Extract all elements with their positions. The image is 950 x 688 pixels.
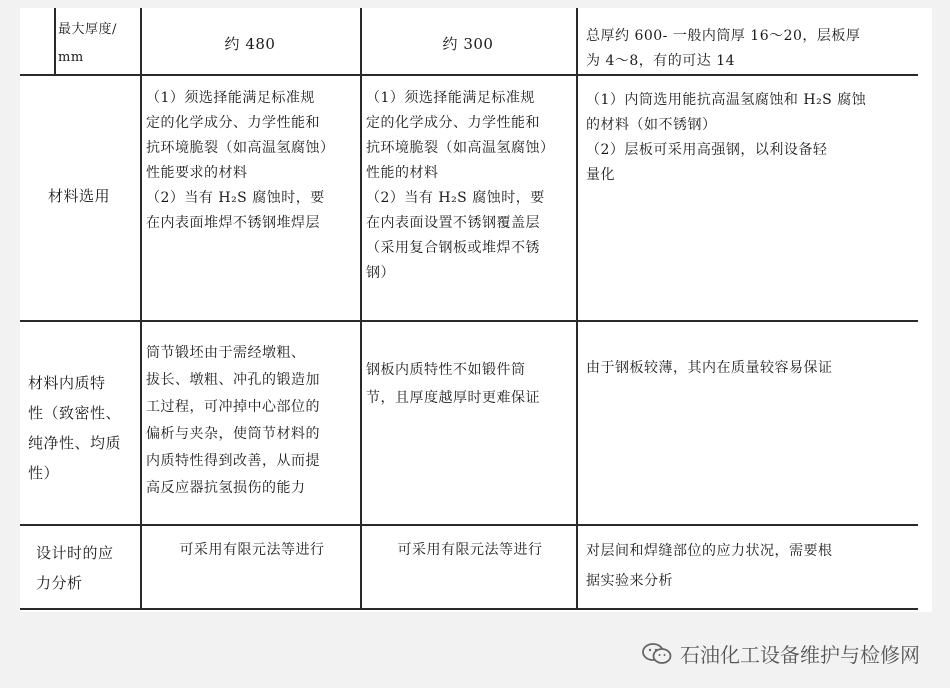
watermark-text: 石油化工设备维护与检修网 <box>680 643 920 667</box>
wechat-icon <box>642 643 672 665</box>
cell-materials-col1: （1）须选择能满足标准规 定的化学成分、力学性能和 抗环境脆裂（如高温氢腐蚀） 性能要求的材料 （2）当有 H₂S 腐蚀时，要 在内表面堆焊不锈钢堆焊层 <box>146 90 335 231</box>
header-col1: 约 480 <box>224 35 276 53</box>
table-rule <box>20 74 918 76</box>
table-divider <box>576 8 578 608</box>
table-rule <box>20 608 918 610</box>
cell-quality-col3: 由于钢板较薄，其内在质量较容易保证 <box>586 360 833 376</box>
table-divider <box>360 8 362 608</box>
table-divider <box>140 8 142 608</box>
row-label-materials: 材料选用 <box>48 187 111 205</box>
header-col3: 总厚约 600- 一般内筒厚 16～20，层板厚 为 4～8，有的可达 14 <box>586 28 861 69</box>
cell-stress-col3: 对层间和焊缝部位的应力状况，需要根 据实验来分析 <box>586 543 833 589</box>
cell-materials-col2: （1）须选择能满足标准规 定的化学成分、力学性能和 抗环境脆裂（如高温氢腐蚀） 性能的材料 （2）当有 H₂S 腐蚀时，要 在内表面设置不锈钢覆盖层 （采用复合钢板或堆焊不锈 钢） <box>366 90 555 281</box>
header-col2: 约 300 <box>442 35 494 53</box>
row-label-quality: 材料内质特 性（致密性、 纯净性、均质 性） <box>28 374 122 482</box>
table-page <box>20 8 932 612</box>
header-label: 最大厚度/ mm <box>58 22 117 65</box>
watermark <box>642 639 920 668</box>
cell-stress-col1: 可采用有限元法等进行 <box>179 542 325 558</box>
cell-quality-col1: 筒节锻坯由于需经墩粗、 拔长、墩粗、冲孔的锻造加 工过程，可冲掉中心部位的 偏析与夹杂，使筒节材料的 内质特性得到改善，从而提 高反应器抗氢损伤的能力 <box>146 345 320 496</box>
cell-materials-col3: （1）内筒选用能抗高温氢腐蚀和 H₂S 腐蚀 的材料（如不锈钢） （2）层板可采用高强钢，以利设备轻 量化 <box>586 92 867 183</box>
table-rule <box>20 320 918 322</box>
row-label-stress: 设计时的应 力分析 <box>36 544 114 592</box>
cell-quality-col2: 钢板内质特性不如锻件筒 节，且厚度越厚时更难保证 <box>366 362 540 406</box>
table-divider <box>54 8 56 74</box>
table-rule <box>20 524 918 526</box>
cell-stress-col2: 可采用有限元法等进行 <box>397 542 543 558</box>
